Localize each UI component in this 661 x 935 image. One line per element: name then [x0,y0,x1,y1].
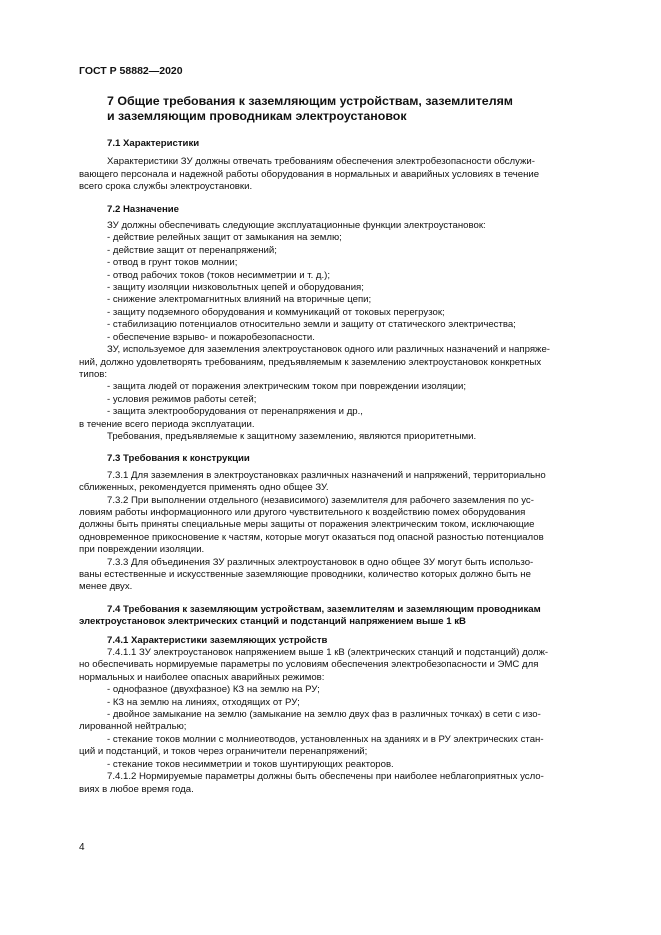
list-item: - действие защит от перенапряжений; [107,244,277,256]
section-7-2-paragraph [79,344,612,381]
list-item: - отвод рабочих токов (токов несимметрии и т. д.); [107,269,331,281]
section-7-4-1-title: 7.4.1 Характеристики заземляющих устройств [107,634,328,646]
section-7-1-paragraph [79,156,612,193]
text-line: ваны естественные и искусственные заземляющие проводники, количество которых должно быть не [79,569,531,580]
clause-7-3-2 [79,495,612,557]
section-7-1-title: 7.1 Характеристики [107,138,200,149]
text-line: 7.3.2 При выполнении отдельного (независимого) заземлителя для рабочего заземления по ус- [107,494,534,506]
list-item: - стекание токов молнии с молниеотводов, установленных на зданиях и в РУ электрических стан- [107,733,544,745]
text-line: должны быть приняты специальные меры защиты от поражения электрическим током, исключающие [79,519,535,531]
page-number: 4 [79,842,85,853]
clause-7-3-1 [79,470,612,495]
section-7-4-title-line-2: электроустановок электрических станций и подстанций напряжением выше 1 кВ [79,616,466,628]
text-line: 7.4.1.2 Нормируемые параметры должны быть обеспечены при наиболее неблагоприятных усло- [107,771,544,783]
clause-7-4-1-2 [79,771,612,796]
text-line: одновременное прикосновение к частям, которые могут оказаться под опасной разностью потенциалов [79,531,544,543]
list-item: - отвод в грунт токов молнии; [107,257,238,269]
text-line: при повреждении изоляции. [79,544,205,556]
clause-7-3-3 [79,557,612,594]
text-line: ЗУ, используемое для заземления электроустановок одного или различных назначений и напряже- [107,344,551,356]
text-line: ловиям работы информационного или другого чувствительного к воздействию помех оборудования [79,506,526,518]
list-item-continuation: ций и подстанций, и токов через ограничители перенапряжений; [79,746,368,758]
list-item: - защиту подземного оборудования и коммуникаций от токовых перегрузок; [107,306,445,318]
list-item-continuation: лированной нейтралью; [79,721,187,733]
list-item: - условия режимов работы сетей; [107,393,257,405]
section-7-4-modes-list [79,684,612,771]
section-7-2-priority: Требования, предъявляемые к защитному заземлению, являются приоритетными. [107,430,477,442]
list-item: - двойное замыкание на землю (замыкание на землю двух фаз в различных точках) в сети с изо- [107,709,541,721]
running-header: ГОСТ Р 58882—2020 [79,65,183,77]
list-item: - защита людей от поражения электрическим током при повреждении изоляции; [107,381,467,393]
section-7-2-intro: ЗУ должны обеспечивать следующие эксплуатационные функции электроустановок: [107,220,486,232]
list-item: - однофазное (двухфазное) КЗ на землю на РУ; [107,684,320,696]
text-line: всего срока службы электроустановки. [79,181,253,193]
list-item: - стекание токов несимметрии и токов шунтирующих реакторов. [107,758,394,770]
section-7-title-line-1: 7 Общие требования к заземляющим устройствам, заземлителям [107,94,513,108]
list-item: - обеспечение взрыво- и пожаробезопасности. [107,331,315,343]
text-line: сближенных, рекомендуется применять одно общее ЗУ. [79,482,329,494]
section-7-4-title [79,603,612,629]
section-7-2-requirements-list [79,381,612,418]
list-item: - действие релейных защит от замыкания на землю; [107,232,342,244]
section-7-title [107,94,612,124]
section-7-title-line-2: и заземляющим проводникам электроустановок [107,109,407,123]
text-line: типов: [79,368,108,380]
text-line: 7.3.1 Для заземления в электроустановках различных назначений и напряжений, территориально [107,469,546,481]
text-line: 7.4.1.1 ЗУ электроустановок напряжением выше 1 кВ (электрических станций и подстанций) долж- [107,647,549,659]
section-7-2-title: 7.2 Назначение [107,203,179,215]
page-content [79,94,612,796]
section-7-3-title: 7.3 Требования к конструкции [107,453,250,465]
text-line: Характеристики ЗУ должны отвечать требованиям обеспечения электробезопасности обслужи- [107,156,535,168]
list-item: - снижение электромагнитных влияний на вторичные цепи; [107,294,372,306]
list-item: - защиту изоляции низковольтных цепей и оборудования; [107,282,364,294]
list-item: - КЗ на землю на линиях, отходящих от РУ; [107,696,300,708]
section-7-2-tail: в течение всего периода эксплуатации. [79,418,255,430]
list-item: - защита электрооборудования от перенапряжения и др., [107,406,363,418]
list-item: - стабилизацию потенциалов относительно земли и защиту от статического электричества; [107,319,516,331]
section-7-4-title-line-1: 7.4 Требования к заземляющим устройствам, заземлителям и заземляющим проводникам [107,603,541,615]
text-line: нормальных и наиболее опасных аварийных режимов: [79,671,325,683]
text-line: виях в любое время года. [79,783,194,795]
text-line: вающего персонала и надежной работы оборудования в нормальных и аварийных условиях в течение [79,168,540,180]
text-line: 7.3.3 Для объединения ЗУ различных электроустановок в одно общее ЗУ могут быть использо- [107,556,534,568]
clause-7-4-1-1 [79,647,612,684]
section-7-2-functions-list [79,232,612,344]
text-line: ний, должно удовлетворять требованиям, предъявляемым к заземлению электроустановок конкретных [79,356,542,368]
text-line: менее двух. [79,581,133,593]
text-line: но обеспечивать нормируемые параметры по условиям обеспечения электробезопасности и ЭМС для [79,659,539,671]
